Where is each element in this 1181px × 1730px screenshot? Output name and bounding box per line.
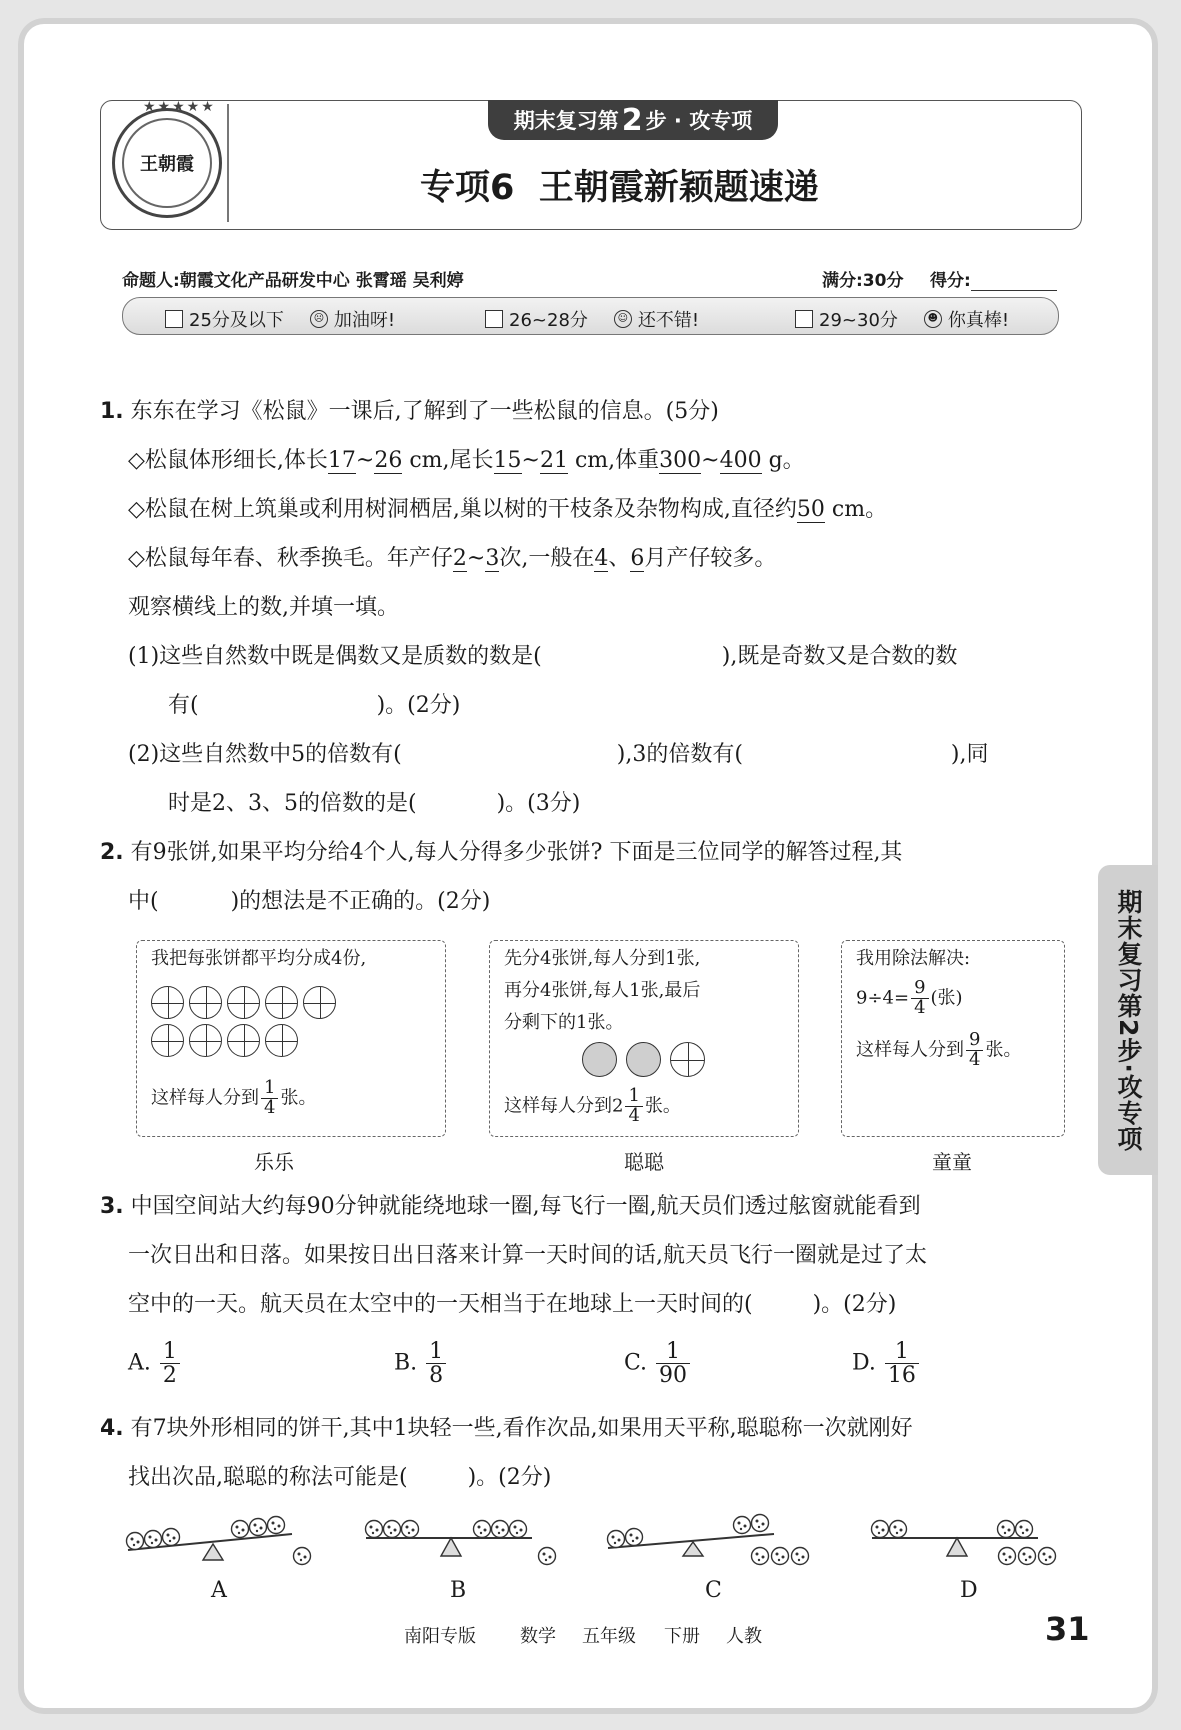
text: ~ — [355, 448, 375, 473]
footer-publisher: 人教 — [726, 1626, 762, 1647]
score-label: 得分: — [930, 271, 971, 291]
text: 这样每人分到 — [504, 1095, 612, 1117]
score-level-2 — [485, 306, 699, 332]
denominator: 8 — [429, 1363, 444, 1389]
smile-face-icon: ☺ — [614, 310, 632, 328]
q3-option-c[interactable] — [624, 1340, 692, 1387]
text: 9÷4= — [856, 987, 910, 1009]
q3-stem — [100, 1182, 921, 1231]
brand-seal-logo — [112, 99, 222, 218]
side-tab-text: 期末复习第2步·攻专项 — [1114, 888, 1143, 1152]
fraction — [160, 1340, 180, 1387]
tab-suffix: 步 · 攻专项 — [645, 109, 753, 133]
text: 中国空间站大约每90分钟就能绕地球一圈,每飞行一圈,航天员们透过舷窗就能看到 — [130, 1194, 921, 1219]
text: 这样每人分到 — [856, 1039, 964, 1061]
text: 有9张饼,如果平均分给4个人,每人分得多少张饼? 下面是三位同学的解答过程,其 — [130, 840, 903, 865]
text: ),3的倍数有( — [616, 742, 743, 767]
congcong-solution-box — [489, 940, 799, 1137]
happy-face-icon: ☻ — [924, 310, 942, 328]
q3-stem-line2: 一次日出和日落。如果按日出日落来计算一天时间的话,航天员飞行一圈就是过了太 — [128, 1243, 927, 1268]
question-number: 4. — [100, 1416, 124, 1441]
text: )。(3分) — [496, 791, 581, 816]
footer-edition: 南阳专版 — [404, 1626, 476, 1647]
text: )。(2分) — [376, 693, 461, 718]
scale-option-b — [366, 1521, 556, 1565]
option-label: B. — [394, 1350, 418, 1376]
q1-stem-text: 东东在学习《松鼠》一课后,了解到了一些松鼠的信息。(5分) — [130, 399, 719, 424]
numerator: 1 — [656, 1340, 690, 1364]
denominator: 4 — [969, 1048, 981, 1070]
numerator: 1 — [885, 1340, 919, 1364]
q3-stem-line3 — [128, 1280, 896, 1329]
denominator: 90 — [659, 1363, 688, 1389]
text: (张) — [930, 987, 963, 1009]
footer-volume: 下册 — [664, 1626, 700, 1647]
numerator: 9 — [911, 979, 928, 999]
text: 有( — [168, 693, 199, 718]
box-text: 分剩下的1张。 — [504, 1012, 624, 1033]
seal-stars: ★★★★★ — [143, 99, 216, 115]
score-level-bar — [122, 297, 1059, 335]
text: 、 — [608, 546, 631, 571]
q1-fact-2 — [128, 485, 887, 534]
scale-label-c: C — [705, 1578, 722, 1603]
q1-instruction: 观察横线上的数,并填一填。 — [128, 595, 399, 620]
whole-circle-icon — [626, 1042, 661, 1077]
text: (1)这些自然数中既是偶数又是质数的数是( — [128, 644, 542, 669]
page-title: 专项6 王朝霞新颖题速递 — [420, 168, 819, 208]
text: ~ — [521, 448, 540, 473]
text: )的想法是不正确的。(2分) — [230, 889, 491, 914]
underlined-number: 3 — [485, 546, 500, 571]
q2-stem — [100, 828, 902, 877]
footer-grade: 五年级 — [582, 1626, 636, 1647]
numerator: 1 — [426, 1340, 446, 1364]
sad-face-icon: ☹ — [310, 310, 328, 328]
underlined-number: 15 — [493, 448, 522, 473]
underlined-number: 4 — [594, 546, 609, 571]
text: cm。 — [824, 497, 888, 522]
numerator: 1 — [261, 1079, 278, 1099]
underlined-number: 26 — [374, 448, 403, 473]
student-name: 乐乐 — [254, 1150, 294, 1174]
score-comment: 加油呀! — [333, 310, 396, 331]
underlined-number: 2 — [452, 546, 467, 571]
section-tab — [488, 100, 778, 140]
scale-option-c — [608, 1515, 809, 1565]
checkbox[interactable] — [485, 310, 503, 328]
box-text: 再分4张饼,每人1张,最后 — [504, 980, 701, 1001]
denominator: 16 — [887, 1363, 916, 1389]
option-label: D. — [852, 1350, 876, 1376]
text: 时是2、3、5的倍数的是( — [168, 791, 417, 816]
underlined-number: 400 — [719, 448, 762, 473]
fraction — [911, 979, 928, 1018]
score-level-1 — [165, 306, 395, 332]
q3-option-b[interactable] — [394, 1340, 448, 1387]
text: ),同 — [950, 742, 989, 767]
q3-option-d[interactable] — [852, 1340, 921, 1387]
balance-scales-figure — [120, 1508, 1080, 1588]
q1-part-1 — [128, 632, 1078, 681]
q1-part-1-cont — [168, 681, 460, 730]
tab-prefix: 期末复习第 — [513, 109, 619, 133]
scale-option-a — [127, 1517, 311, 1565]
quartered-circle-icon — [670, 1042, 705, 1077]
scale-label-d: D — [960, 1578, 978, 1603]
score-comment: 你真棒! — [947, 310, 1010, 331]
scale-option-d — [872, 1521, 1056, 1565]
text: 找出次品,聪聪的称法可能是( — [128, 1465, 408, 1490]
q1-fact-1 — [128, 436, 805, 485]
text: 张。 — [644, 1095, 681, 1117]
option-label: C. — [624, 1350, 648, 1376]
score-comment: 还不错! — [637, 310, 700, 331]
side-section-tab — [1098, 865, 1158, 1175]
text: g。 — [761, 448, 805, 473]
student-name: 聪聪 — [624, 1150, 664, 1174]
score-range: 29~30分 — [819, 310, 898, 331]
text: cm,尾长 — [402, 448, 494, 473]
denominator: 4 — [264, 1096, 276, 1118]
text: 月产仔较多。 — [644, 546, 777, 571]
fraction — [261, 1079, 278, 1118]
question-number: 1. — [100, 399, 124, 424]
q2-stem-cont — [128, 877, 490, 926]
checkbox[interactable] — [165, 310, 183, 328]
seal-text: 王朝霞 — [122, 118, 212, 208]
denominator: 2 — [162, 1363, 177, 1389]
underlined-number: 21 — [539, 448, 568, 473]
box-text: 我用除法解决: — [856, 948, 971, 969]
q1-part-2-cont — [168, 779, 580, 828]
tab-step-number: 2 — [621, 102, 643, 138]
whole-number: 2 — [612, 1095, 624, 1117]
q4-stem — [100, 1404, 913, 1453]
box-result — [856, 1031, 1021, 1070]
score-range: 25分及以下 — [189, 310, 284, 331]
denominator: 4 — [914, 996, 926, 1018]
text: ◇松鼠在树上筑巢或利用树洞栖居,巢以树的干枝条及杂物构成,直径约 — [128, 497, 797, 522]
quartered-circle-icon — [303, 986, 336, 1019]
score-field — [930, 266, 1057, 291]
text: ◇松鼠每年春、秋季换毛。年产仔 — [128, 546, 453, 571]
box-text: 我把每张饼都平均分成4份, — [151, 948, 367, 969]
text: 这样每人分到 — [151, 1087, 259, 1109]
quartered-circle-icon — [265, 986, 298, 1019]
tongtong-solution-box — [841, 940, 1065, 1137]
text: cm,体重 — [567, 448, 660, 473]
denominator: 4 — [628, 1104, 640, 1126]
quartered-circle-icon — [265, 1024, 298, 1057]
quartered-circle-icon — [227, 1024, 260, 1057]
full-score: 满分:30分 — [822, 271, 904, 291]
scale-label-a: A — [211, 1578, 227, 1603]
question-number: 3. — [100, 1194, 124, 1219]
q3-option-a[interactable] — [128, 1340, 182, 1387]
text: 有7块外形相同的饼干,其中1块轻一些,看作次品,如果用天平称,聪聪称一次就刚好 — [130, 1416, 913, 1441]
question-number: 2. — [100, 840, 124, 865]
quartered-circle-icon — [151, 1024, 184, 1057]
numerator: 1 — [625, 1087, 642, 1107]
underlined-number: 300 — [659, 448, 702, 473]
score-range: 26~28分 — [509, 310, 588, 331]
text: 次,一般在 — [499, 546, 595, 571]
box-text: 先分4张饼,每人分到1张, — [504, 948, 701, 969]
box-result — [504, 1087, 681, 1126]
score-blank[interactable] — [971, 274, 1057, 291]
text: ),既是奇数又是合数的数 — [721, 644, 958, 669]
whole-circle-icon — [582, 1042, 617, 1077]
scale-label-b: B — [450, 1578, 467, 1603]
numerator: 1 — [160, 1340, 180, 1364]
text: 空中的一天。航天员在太空中的一天相当于在地球上一天时间的( — [128, 1292, 753, 1317]
score-level-3 — [795, 306, 1009, 332]
quartered-circle-icon — [227, 986, 260, 1019]
text: (2)这些自然数中5的倍数有( — [128, 742, 402, 767]
fraction — [966, 1031, 983, 1070]
footer-subject: 数学 — [520, 1626, 556, 1647]
fraction — [656, 1340, 690, 1387]
quartered-circle-icon — [189, 986, 222, 1019]
header-divider — [227, 104, 229, 222]
box-result — [151, 1079, 316, 1118]
student-name: 童童 — [932, 1150, 972, 1174]
authors-line: 命题人:朝霞文化产品研发中心 张霄瑶 吴利婷 — [122, 271, 464, 291]
underlined-number: 50 — [796, 497, 825, 522]
option-label: A. — [128, 1350, 151, 1376]
lele-solution-box — [136, 940, 446, 1137]
q4-stem-line2 — [128, 1453, 551, 1502]
fraction — [885, 1340, 919, 1387]
q1-fact-3 — [128, 534, 776, 583]
page-number: 31 — [1045, 1610, 1090, 1648]
fraction — [625, 1087, 642, 1126]
text: 张。 — [280, 1087, 317, 1109]
underlined-number: 6 — [630, 546, 645, 571]
quartered-circle-icon — [189, 1024, 222, 1057]
text: ~ — [701, 448, 720, 473]
checkbox[interactable] — [795, 310, 813, 328]
text: ◇松鼠体形细长,体长 — [128, 448, 328, 473]
quartered-circle-icon — [151, 986, 184, 1019]
text: ~ — [466, 546, 486, 571]
text: 中( — [128, 889, 159, 914]
q1-part-2 — [128, 730, 989, 779]
text: )。(2分) — [812, 1292, 897, 1317]
division-expression — [856, 979, 963, 1018]
text: )。(2分) — [467, 1465, 552, 1490]
text: 张。 — [985, 1039, 1022, 1061]
numerator: 9 — [966, 1031, 983, 1051]
fraction — [426, 1340, 446, 1387]
q1-stem — [100, 387, 719, 436]
underlined-number: 17 — [327, 448, 356, 473]
